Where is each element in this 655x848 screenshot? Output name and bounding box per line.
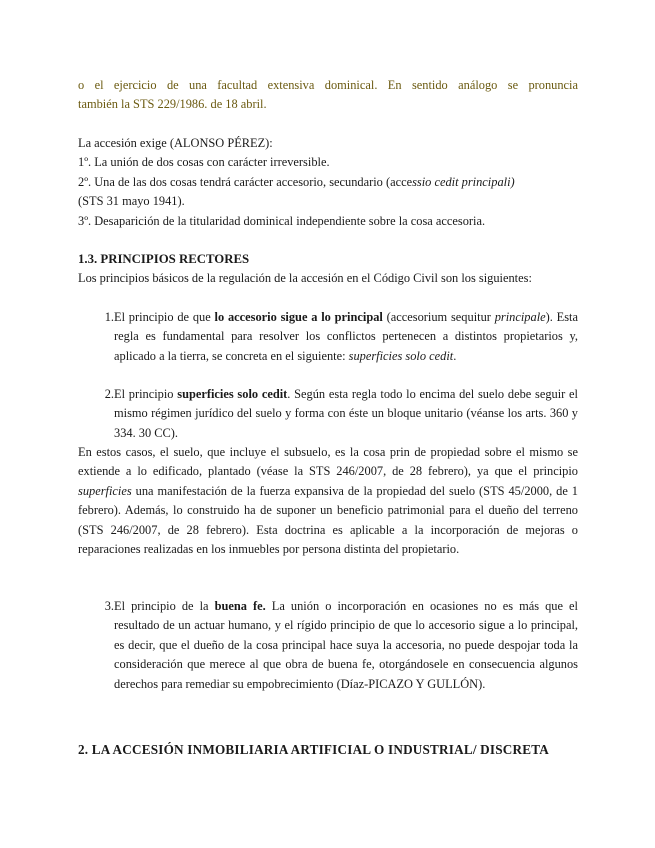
principle-2-number: 2. bbox=[104, 387, 114, 401]
requirements-heading: La accesión exige (ALONSO PÉREZ): bbox=[78, 136, 273, 150]
intro-paragraph bbox=[78, 76, 578, 115]
principle-item-2 bbox=[78, 385, 578, 443]
requirement-3: 3º. Desaparición de la titularidad dominical independiente sobre la cosa accesoria. bbox=[78, 213, 486, 228]
principle-3-text: El principio de la buena fe. La unión o incorporación en ocasiones no es más que el resultado de un actuar humano, y el rígido principio de que lo accesorio sigue a lo principal, es decir, que el dueño de la cosa principal hace suya la accesoria, no puede despojar toda la consideración que merece al que obra de buena fe, otorgándosele en consecuencia algunos derechos para remediar su empobrecimiento (Díaz-PICAZO Y GULLÓN). bbox=[114, 599, 578, 691]
principle-1-text: El principio de que lo accesorio sigue a lo principal (accesorium sequitur principale). Esta regla es fundamental para resolver los conflictos pertenecen a distintos propietarios y, aplicado a la tierra, se concreta en el siguiente: superficies solo cedit. bbox=[114, 310, 578, 363]
principle-item-3 bbox=[78, 597, 578, 694]
principle-2-text: El principio superficies solo cedit. Según esta regla todo lo encima del suelo debe seguir el mismo régimen jurídico del suelo y forma con éste un bloque unitario (véanse los arts. 360 y 334. 30 CC). bbox=[114, 387, 578, 440]
requirement-1: 1º. La unión de dos cosas con carácter irreversible. bbox=[78, 155, 330, 170]
section-1-3-intro: Los principios básicos de la regulación de la accesión en el Código Civil son los siguientes: bbox=[78, 271, 532, 285]
section-1-3-heading: 1.3. PRINCIPIOS RECTORES bbox=[78, 252, 250, 266]
requirement-2: 2º. Una de las dos cosas tendrá carácter accesorio, secundario (accessio cedit principali) bbox=[78, 174, 515, 189]
intro-line-1: o el ejercicio de una facultad extensiva dominical. En sentido análogo se pronuncia bbox=[78, 78, 578, 92]
requirements-list bbox=[78, 134, 578, 231]
principle-item-1 bbox=[78, 308, 578, 366]
principle-3-number: 3. bbox=[104, 599, 114, 613]
requirement-2-cont: (STS 31 mayo 1941). bbox=[78, 194, 185, 209]
section-2-heading: 2. LA ACCESIÓN INMOBILIARIA ARTIFICIAL O INDUSTRIAL/ DISCRETA bbox=[78, 742, 549, 757]
intro-line-2: también la STS 229/1986. de 18 abril. bbox=[78, 97, 267, 112]
cases-paragraph: En estos casos, el suelo, que incluye el subsuelo, es la cosa prin de propiedad sobre el mismo se extiende a lo edificado, plantado (véase la STS 246/2007, de 28 febrero), ya que el principio superficies una manifestación de la fuerza expansiva de la propiedad del suelo (STS 45/2000, de 1 febrero). Además, lo construido ha de suponer un beneficio patrimonial para el dueño del terreno (STS 246/2007, de 28 febrero). Esta doctrina es aplicable a la incorporación de mejoras o reparaciones realizadas en los inmuebles por persona distinta del propietario. bbox=[78, 445, 578, 557]
principle-1-number: 1. bbox=[104, 310, 114, 324]
